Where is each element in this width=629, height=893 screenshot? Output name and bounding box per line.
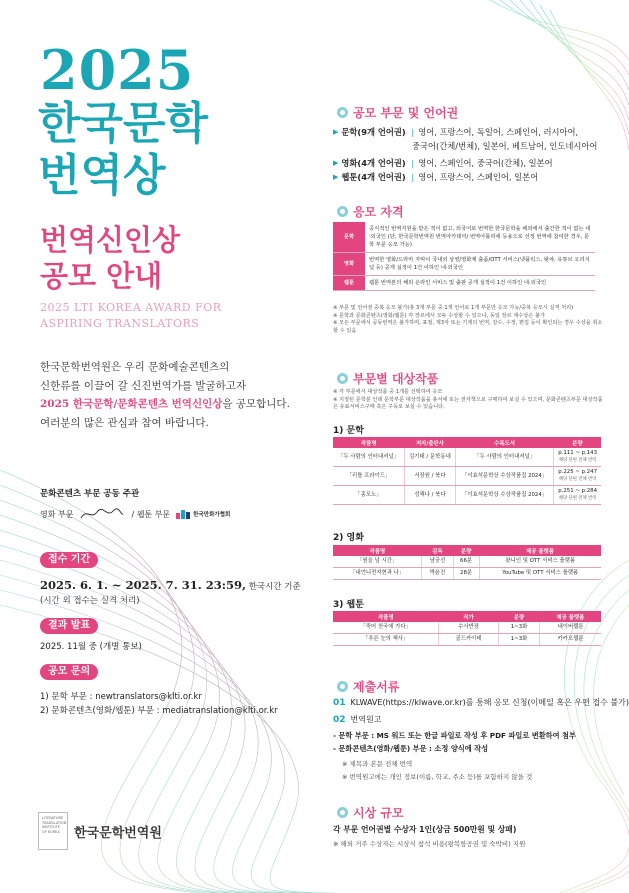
table-header: 작품명 [333,437,405,448]
triangle-bullet-icon: ▶ [333,173,339,181]
table-cell: 「리틀 프라이드」 [333,467,405,486]
lit-table-label: 1) 문학 [333,426,364,436]
table-header: 작품명 [333,611,439,622]
submission-media-text: - 문화콘텐츠(영화/웹툰) 부문 : 소정 양식에 작성 [333,744,489,753]
table-row [333,222,595,253]
table-header: 저자/출판사 [405,437,456,448]
period-label: 접수 기간 [40,552,98,568]
table-row [333,556,601,568]
page-range: p.225 ~ p.247 [558,469,598,475]
field-webtoon-langs: 영어, 프랑스어, 스페인어, 일본어 [418,172,539,182]
english-title-line2: ASPIRING TRANSLATORS [40,317,200,330]
table-cell: 수사반장 [439,622,499,634]
cartoonist-association-name: 한국만화가협회 [193,512,231,518]
table-header-row [333,545,601,556]
table-row [333,467,601,486]
note-line: ※ 지정된 문학분 인데 문학부문 대상작품을 총서에 또는 전자책으로 구매하여 보실 수 있으며, 문화콘텐츠부문 대상작품은 유료서비스구매 혹은 구독로 보실 수 있습니다. [333,396,603,410]
sub-title-line2: 공모 안내 [40,259,163,293]
period-note: (시간 외 접수는 실격 처리) [40,596,140,606]
submission-lit [333,730,576,741]
table-header: 제공 플랫폼 [479,545,601,556]
table-cell: 공식적인 번역지원을 받은 적이 없고, 외국어로 번역한 한국문학을 해외에서 출간한 적이 없는 내·외국인 (단, 한국문학번역원 번역아카데미/ 번역아틀리에 등용으로 선정 번역에 참여한 경우, 문학 부문 응모 가능) [365,222,595,253]
table-cell: 「이효석문학상 수상작품집 2024」 [455,467,553,486]
intro-line: 한국문학번역원은 우리 문화예술콘텐츠의 [40,361,230,373]
table-cell: 네이버웹툰 [540,622,601,634]
submission-note-2: ※ 번역원고에는 개인 정보(이름, 학교, 주소 등)를 포함하지 않을 것 [342,773,533,781]
host-row [40,506,230,522]
field-literature [333,126,578,140]
table-cell: 성해나 / 북다 [405,486,456,505]
table-cell: 「내언니전지현과 나」 [333,568,422,580]
step-number: 02 [333,715,346,725]
table-header: 수록도서 [455,437,553,448]
submission-note-1: ※ 제목과 본문 전체 번역 [342,760,413,768]
film-table-label: 2) 영화 [333,533,364,543]
contact-media: 2) 문화콘텐츠(영화/웹툰) 부문 : mediatranslation@klti.or.kr [40,706,278,716]
qualification-notes [333,305,603,335]
section-bullet-icon [337,807,348,818]
table-row [333,276,595,291]
section-bullet-icon [337,681,348,692]
result-label: 결과 발표 [40,618,98,634]
section-fields-title [337,104,458,121]
section-qualification-title [337,203,404,220]
intro-line-rest: 을 공모합니다. [222,398,290,410]
webtoon-table [333,611,601,646]
section-qualification-title-text: 응모 자격 [353,205,404,219]
step-text: 번역원고 [350,715,382,724]
section-submission-title-text: 제출서류 [353,680,400,694]
section-fields-title-text: 공모 부문 및 언어권 [353,106,459,120]
table-header: 작가 [439,611,499,622]
table-cell: 「두 사람의 인터내셔널」 [455,448,553,467]
note-line: ※ 문학과 문화콘텐츠(영화/웹툰) 각 장르에서 모두 수상할 수 있으나, 동일 장르 재수상은 불가 [333,312,545,319]
table-header-row [333,611,601,622]
host-webtoon-label: / 웹툰 부문 [131,509,171,519]
table-cell: 문학 [333,222,365,253]
table-cell: 웹툰 번역본의 해외 온라인 서비스 및 출판 공개 실적이 1건 이하인 내·외국인 [365,276,595,291]
award-note: ※ 해외 거주 수상자는 시상식 참석 비용(왕복항공권 및 숙박비) 지원 [333,840,526,848]
contact-literature: 1) 문학 부문 : newtranslators@klti.or.kr [40,692,202,702]
step-text: KLWAVE(https://klwave.or.kr)를 통해 응모 신청(이메일 혹은 우편 접수 불가) [350,698,629,707]
triangle-bullet-icon: ▶ [333,159,339,167]
page-range: p.111 ~ p.143 [558,450,598,456]
cartoonist-association-logo [176,509,230,519]
table-cell: 왓니인 및 OTT 서비스 플랫폼 [479,556,601,568]
table-cell: 28분 [453,568,479,580]
institute-emblem: LITERATURE TRANSLATION INSTITUTE OF KOREA [38,812,68,850]
table-header: 분량 [453,545,479,556]
table-cell: 「푸른 눈의 책사」 [333,634,439,646]
contact-label: 공모 문의 [40,664,98,680]
table-cell: 「원을 넘 시간」 [333,556,422,568]
main-title-line1: 한국문학 [38,98,209,149]
table-header: 분량 [554,437,601,448]
table-row [333,448,601,467]
table-cell [554,486,601,505]
sub-title-line1: 번역신인상 [40,223,181,257]
page-note: 해당 단편 전체 번역 [558,458,597,463]
table-cell: 남궁선 [422,556,453,568]
table-cell: 박윤진 [422,568,453,580]
field-literature-2 [412,140,597,154]
intro-line: 여러분의 많은 관심과 참여 바랍니다. [40,416,209,429]
table-cell: 골드카이테 [439,634,499,646]
section-submission-title [337,678,399,695]
signature-logo-icon [79,506,125,522]
table-header: 제공 플랫폼 [540,611,601,622]
table-row [333,634,601,646]
table-cell: YouTube 및 OTT 서비스 플랫폼 [479,568,601,580]
triangle-bullet-icon: ▶ [333,128,339,136]
section-targets-title [337,370,438,387]
period-date-text: 2025. 6. 1. ~ 2025. 7. 31. 23:59, [40,578,246,592]
table-cell: 웹툰 [333,276,365,291]
section-bullet-icon [337,206,348,217]
field-separator: | [411,158,415,168]
table-cell: 「홍모노」 [333,486,405,505]
host-film-label: 영화 부문 [40,509,74,519]
field-separator: | [411,172,415,182]
table-cell [554,467,601,486]
page-note: 해당 단편 전체 번역 [558,496,597,501]
award-main [333,824,516,835]
section-award-title-text: 시상 규모 [353,806,404,820]
main-title [38,98,208,202]
sub-title [40,222,180,294]
field-literature-langs-2: 중국어(간체/번체), 일본어, 베트남어, 인도네시아어 [412,141,598,151]
field-film-langs: 영어, 스페인어, 중국어(간체), 일본어 [418,158,553,168]
field-literature-langs: 영어, 프랑스어, 독일어, 스페인어, 러시아어, [418,127,579,137]
field-film-name: 영화(4개 언어권) [341,158,406,168]
targets-notes [333,389,603,412]
page-note: 해당 단편 전체 번역 [558,477,597,482]
main-title-line2: 번역상 [38,150,166,201]
table-cell: 1~3화 [498,634,539,646]
period-date [40,578,301,592]
note-line: ※ 부문 및 언어권 중복 응모 불가(총 3개 부문 중 1개 언어로 1개 부문만 응모 가능/중복 응모시 실격 처리) [333,305,574,311]
section-award-title [337,804,404,821]
submission-media [333,743,488,754]
table-cell: 「죽어 천국에 가다」 [333,622,439,634]
table-row [333,253,595,276]
submission-step-1 [333,697,629,709]
submission-step-2 [333,714,381,726]
table-cell [554,448,601,467]
film-table [333,545,601,580]
field-film [333,157,553,171]
field-webtoon [333,171,538,185]
table-cell: 카카오웹툰 [540,634,601,646]
year-heading: 2025 [40,38,195,102]
intro-line: 신한류를 이끌어 갈 신진번역가를 발굴하고자 [40,379,247,392]
english-title [40,300,222,332]
table-header-row [333,437,601,448]
intro-paragraph [40,358,330,432]
period-timezone: 한국시간 기준 [245,582,301,592]
page-range: p.251 ~ p.284 [558,488,598,494]
field-literature-name: 문학(9개 언어권) [341,127,406,137]
table-cell: 서장원 / 북다 [405,467,456,486]
submission-lit-text: - 문학 부문 : MS 워드 또는 한글 파일로 작성 후 PDF 파일로 변환하여 첨부 [333,731,576,740]
host-title: 문화콘텐츠 부문 공동 주관 [40,489,140,499]
table-header: 감독 [422,545,453,556]
institute-logo [38,812,162,850]
result-text: 2025. 11월 중 (개별 통보) [40,642,142,652]
table-row [333,486,601,505]
section-bullet-icon [337,107,348,118]
table-cell: 「이효석문학상 수상작품집 2024」 [455,486,553,505]
section-targets-title-text: 부문별 대상작품 [353,372,439,386]
note-line: ※ 각 부문에서 대상작품 중 1개를 선택하여 응모 [333,389,443,395]
qualification-table [333,222,595,291]
table-row [333,622,601,634]
table-cell: 「두 사람의 인터내셔널」 [333,448,405,467]
note-line: ※ 모든 부문에서 공동번역은 불가하며, 표절, 제3자 또는 기계의 번역, 감수, 수정, 편집 등이 확인되는 경우 수상을 취소할 수 있음 [333,320,603,334]
institute-name: 한국문학번역원 [74,825,162,841]
intro-line [40,395,330,414]
lit-table [333,437,601,505]
step-number: 01 [333,698,346,708]
table-header: 작품명 [333,545,422,556]
award-main-text: 각 부문 언어권별 수상자 1인(상금 500만원 및 상패) [333,825,517,834]
intro-highlight: 2025 한국문학/문화콘텐츠 번역신인상 [40,398,223,410]
table-cell: 김기태 / 문학동네 [405,448,456,467]
cartoonist-association-icon [176,509,190,519]
table-cell: 번역한 영화/드라마 자막이 국내외 상영/영화제 출품/OTT 서비스(넷플릭스, 왓챠, 유튜브 오리지널 등) 공개 실적이 1건 이하인 내·외국인 [365,253,595,276]
webtoon-table-label: 3) 웹툰 [333,600,364,610]
section-bullet-icon [337,373,348,384]
table-row [333,568,601,580]
field-webtoon-name: 웹툰(4개 언어권) [341,172,406,182]
table-cell: 66분 [453,556,479,568]
field-separator: | [411,127,415,137]
english-title-line1: 2025 LTI KOREA AWARD FOR [40,301,222,314]
table-cell: 영화 [333,253,365,276]
table-header: 분량 [498,611,539,622]
table-cell: 1~3화 [498,622,539,634]
